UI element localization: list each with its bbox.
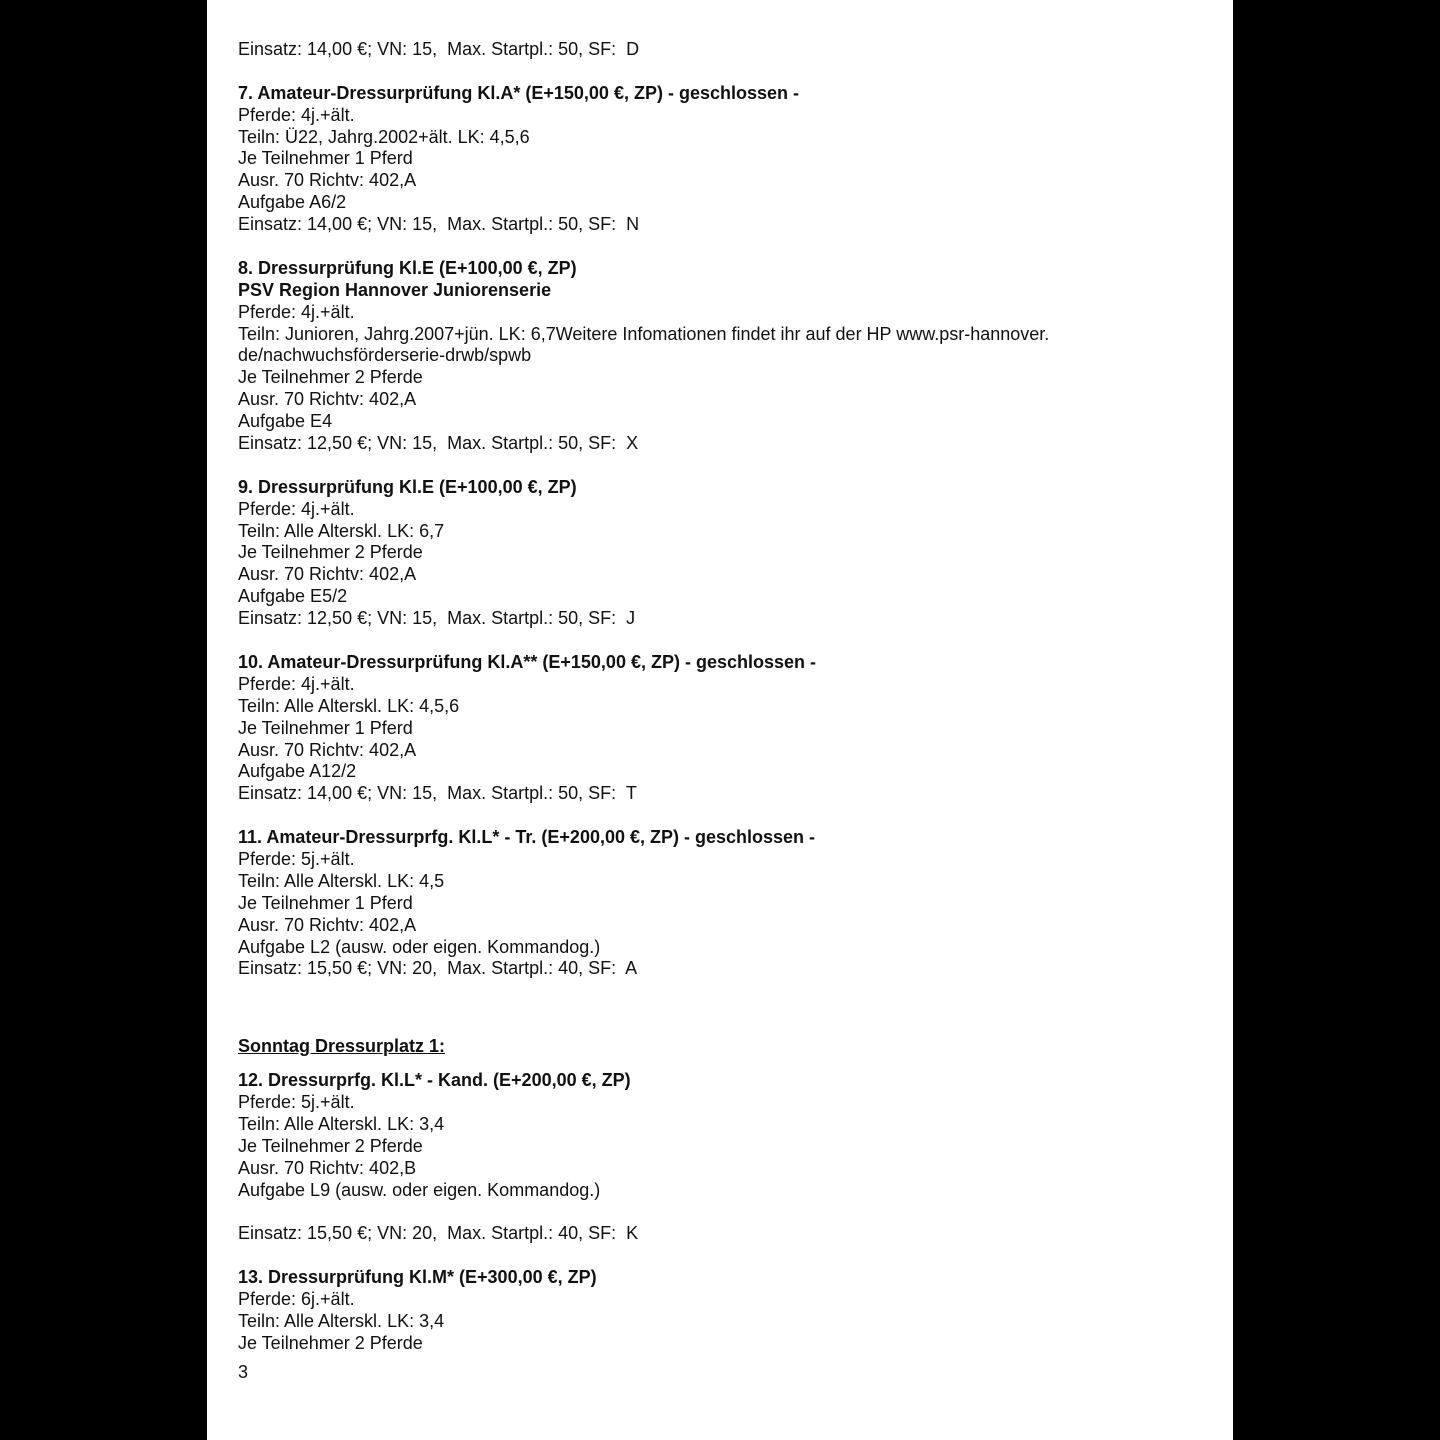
page-number: 3 xyxy=(238,1362,249,1382)
document-page xyxy=(207,0,1233,1440)
detail-line: Ausr. 70 Richtv: 402,A xyxy=(238,389,417,410)
detail-line: Teiln: Alle Alterskl. LK: 4,5 xyxy=(238,870,445,891)
section-subtitle: PSV Region Hannover Juniorenserie xyxy=(238,279,552,300)
detail-line: Pferde: 5j.+ält. xyxy=(238,848,355,869)
competition-section-13 xyxy=(238,1267,1198,1355)
detail-line: Teiln: Junioren, Jahrg.2007+jün. LK: 6,7Weitere Infomationen findet ihr auf der HP www.psr-hannover. xyxy=(238,323,1050,344)
detail-line: Ausr. 70 Richtv: 402,B xyxy=(238,1157,417,1178)
detail-line: de/nachwuchsförderserie-drwb/spwb xyxy=(238,345,532,366)
detail-line: Ausr. 70 Richtv: 402,A xyxy=(238,170,417,191)
detail-line: Pferde: 4j.+ält. xyxy=(238,104,355,125)
day-heading: Sonntag Dressurplatz 1: xyxy=(238,1036,446,1057)
detail-line: Ausr. 70 Richtv: 402,A xyxy=(238,564,417,585)
competition-section-12 xyxy=(238,1070,1198,1245)
detail-line: Pferde: 4j.+ält. xyxy=(238,498,355,519)
detail-line: Aufgabe L2 (ausw. oder eigen. Kommandog.) xyxy=(238,936,601,957)
detail-line: Pferde: 6j.+ält. xyxy=(238,1288,355,1309)
competition-section-9 xyxy=(238,477,1198,630)
competition-section-11 xyxy=(238,827,1198,980)
competition-section-8 xyxy=(238,258,1198,455)
detail-line: Pferde: 4j.+ält. xyxy=(238,673,355,694)
detail-line: Je Teilnehmer 1 Pferd xyxy=(238,717,413,738)
entry-fee-line: Einsatz: 14,00 €; VN: 15, Max. Startpl.: 50, SF: D xyxy=(238,39,640,59)
detail-line: Aufgabe A6/2 xyxy=(238,192,347,213)
detail-line: Je Teilnehmer 2 Pferde xyxy=(238,1135,423,1156)
detail-line: Aufgabe L9 (ausw. oder eigen. Kommandog.) xyxy=(238,1179,601,1200)
detail-line: Je Teilnehmer 2 Pferde xyxy=(238,367,423,388)
entry-fee-line: Einsatz: 15,50 €; VN: 20, Max. Startpl.: 40, SF: K xyxy=(238,1223,639,1244)
section-title: 7. Amateur-Dressurprüfung Kl.A* (E+150,00 €, ZP) - geschlossen - xyxy=(238,82,799,103)
detail-line: Aufgabe E5/2 xyxy=(238,586,348,607)
section-title: 10. Amateur-Dressurprüfung Kl.A** (E+150,00 €, ZP) - geschlossen - xyxy=(238,651,817,672)
entry-fee-line: Einsatz: 12,50 €; VN: 15, Max. Startpl.: 50, SF: X xyxy=(238,433,639,454)
detail-line: Pferde: 5j.+ält. xyxy=(238,1091,355,1112)
detail-line: Teiln: Alle Alterskl. LK: 3,4 xyxy=(238,1310,445,1331)
detail-line: Je Teilnehmer 1 Pferd xyxy=(238,148,413,169)
section-title: 11. Amateur-Dressurprfg. Kl.L* - Tr. (E+200,00 €, ZP) - geschlossen - xyxy=(238,827,816,848)
page-content xyxy=(238,39,1198,1355)
entry-fee-line: Einsatz: 14,00 €; VN: 15, Max. Startpl.: 50, SF: T xyxy=(238,783,637,804)
detail-line: Ausr. 70 Richtv: 402,A xyxy=(238,739,417,760)
entry-fee-line: Einsatz: 12,50 €; VN: 15, Max. Startpl.: 50, SF: J xyxy=(238,608,636,629)
detail-line: Teiln: Alle Alterskl. LK: 3,4 xyxy=(238,1113,445,1134)
section-title: 9. Dressurprüfung Kl.E (E+100,00 €, ZP) xyxy=(238,476,577,497)
detail-line: Je Teilnehmer 1 Pferd xyxy=(238,892,413,913)
detail-line: Teiln: Ü22, Jahrg.2002+ält. LK: 4,5,6 xyxy=(238,126,530,147)
detail-line: Aufgabe A12/2 xyxy=(238,761,357,782)
competition-section-7 xyxy=(238,83,1198,236)
detail-line: Ausr. 70 Richtv: 402,A xyxy=(238,914,417,935)
section-title: 12. Dressurprfg. Kl.L* - Kand. (E+200,00 €, ZP) xyxy=(238,1070,631,1091)
entry-fee-line: Einsatz: 14,00 €; VN: 15, Max. Startpl.: 50, SF: N xyxy=(238,214,640,235)
detail-line: Teiln: Alle Alterskl. LK: 4,5,6 xyxy=(238,695,460,716)
section-title: 8. Dressurprüfung Kl.E (E+100,00 €, ZP) xyxy=(238,257,577,278)
detail-line: Pferde: 4j.+ält. xyxy=(238,301,355,322)
detail-line: Je Teilnehmer 2 Pferde xyxy=(238,1332,423,1353)
detail-line: Aufgabe E4 xyxy=(238,411,333,432)
detail-line: Teiln: Alle Alterskl. LK: 6,7 xyxy=(238,520,445,541)
entry-fee-line: Einsatz: 15,50 €; VN: 20, Max. Startpl.: 40, SF: A xyxy=(238,958,638,979)
competition-section-10 xyxy=(238,652,1198,805)
section-title: 13. Dressurprüfung Kl.M* (E+300,00 €, ZP) xyxy=(238,1267,597,1288)
detail-line: Je Teilnehmer 2 Pferde xyxy=(238,542,423,563)
